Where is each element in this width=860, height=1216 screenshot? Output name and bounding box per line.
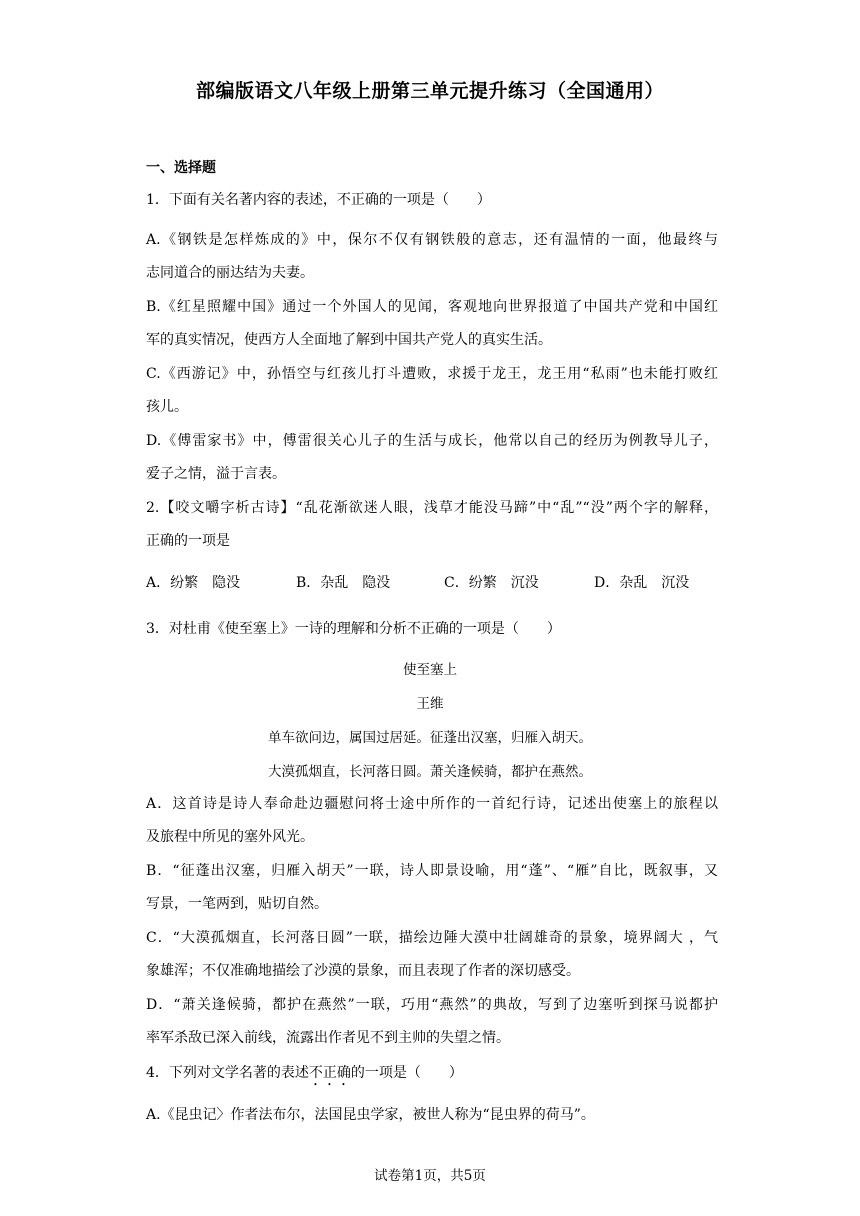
question-3-option-c-line1: C．“大漠孤烟直，长河落日圆”一联，描绘边陲大漠中壮阔雄奇的景象，境界阔大 ，气 xyxy=(146,930,718,946)
question-3-option-d-line2: 率军杀敌已深入前线，流露出作者见不到主帅的失望之情。 xyxy=(146,1030,510,1046)
question-2-option-d: D．杂乱 沉没 xyxy=(594,575,690,591)
page-footer: 试卷第1页，共5页 xyxy=(374,1168,486,1184)
section-heading: 一、选择题 xyxy=(146,160,216,176)
question-4-stem xyxy=(146,1063,718,1089)
question-2-options xyxy=(146,572,718,592)
question-3-option-c-line2: 象雄浑；不仅准确地描绘了沙漠的景象，而且表现了作者的深切感受。 xyxy=(146,963,580,979)
question-3-stem: 3．对杜甫《使至塞上》一诗的理解和分析不正确的一项是（ ） xyxy=(146,621,561,637)
question-1-option-b-line2: 军的真实情况，使西方人全面地了解到中国共产党人的真实生活。 xyxy=(146,332,552,348)
poem-line-1: 单车欲问边，属国过居延。征蓬出汉塞，归雁入胡天。 xyxy=(268,730,592,746)
question-3-option-b-line1: B．“征蓬出汉塞，归雁入胡天”一联，诗人即景设喻，用“蓬”、“雁”自比，既叙事，又 xyxy=(146,863,718,879)
poem-author: 王维 xyxy=(416,696,444,712)
question-2-stem-line1: 2.【咬文嚼字析古诗】“乱花渐欲迷人眼，浅草才能没马蹄”中“乱”“没”两个字的解释， xyxy=(146,500,718,516)
page-title: 部编版语文八年级上册第三单元提升练习（全国通用） xyxy=(195,80,664,102)
question-2-option-c: C．纷繁 沉没 xyxy=(444,575,539,591)
question-1-option-a-line2: 志同道合的丽达结为夫妻。 xyxy=(146,265,314,281)
question-3-option-b-line2: 写景，一笔两到，贴切自然。 xyxy=(146,896,328,912)
question-4-option-a-line1: A.《昆虫记〉作者法布尔，法国昆虫学家，被世人称为“昆虫界的荷马”。 xyxy=(146,1107,595,1123)
question-3-option-a-line2: 及旅程中所见的塞外风光。 xyxy=(146,829,314,845)
question-1-option-b-line1: B.《红星照耀中国》通过一个外国人的见闻，客观地向世界报道了中国共产党和中国红 xyxy=(146,299,718,315)
question-1-option-d-line2: 爱子之情，溢于言表。 xyxy=(146,466,286,482)
question-4-stem-pre: 4．下列对文学名著的表述 xyxy=(146,1065,309,1081)
question-3-option-d-line1: D．“萧关逢候骑，都护在燕然”一联，巧用“燕然”的典故，写到了边塞听到探马说都护 xyxy=(146,997,718,1013)
question-3-option-a-line1: A．这首诗是诗人奉命赴边疆慰问将士途中所作的一首纪行诗，记述出使塞上的旅程以 xyxy=(146,796,718,812)
poem-title: 使至塞上 xyxy=(403,662,457,678)
question-1-option-c-line2: 孩儿。 xyxy=(146,399,188,415)
question-4-stem-emphasis: 不正确 xyxy=(308,1065,351,1081)
question-2-option-b: B．杂乱 隐没 xyxy=(296,575,391,591)
question-4-stem-post: 的一项是（ ） xyxy=(350,1065,463,1081)
question-2-option-a: A．纷繁 隐没 xyxy=(146,575,241,591)
question-1-option-d-line1: D.《傅雷家书》中，傅雷很关心儿子的生活与成长，他常以自己的经历为例教导儿子， xyxy=(146,433,718,449)
question-2-stem-line2: 正确的一项是 xyxy=(146,533,230,549)
question-1-stem: 1．下面有关名著内容的表述，不正确的一项是（ ） xyxy=(146,192,491,208)
question-1-option-c-line1: C.《西游记》中，孙悟空与红孩儿打斗遭败，求援于龙王，龙王用“私雨”也未能打败红 xyxy=(146,366,718,382)
poem-line-2: 大漠孤烟直，长河落日圆。萧关逢候骑，都护在燕然。 xyxy=(268,764,592,780)
question-1-option-a-line1: A.《钢铁是怎样炼成的》中，保尔不仅有钢铁般的意志，还有温情的一面，他最终与 xyxy=(146,232,718,248)
